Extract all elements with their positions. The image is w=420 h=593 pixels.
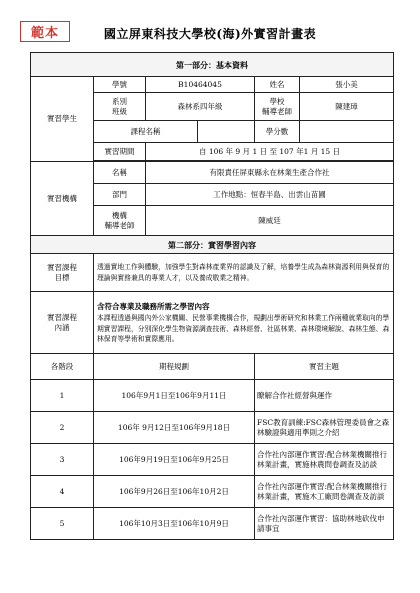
schedule-row (31, 412, 394, 444)
schedule-stage: 3 (31, 444, 94, 476)
course-goal-text: 透過實地工作與體驗，加強學生對森林產業界的認識及了解，培養學生成為森林資源利用與保育的理論與實務兼具的專業人才，以及養成敬業之精神。 (94, 254, 394, 292)
schedule-stage: 5 (31, 508, 94, 540)
period-label: 實習期間 (94, 143, 146, 161)
schedule-row (31, 444, 394, 476)
schedule-topic: 合作社內部運作實習:配合林業機關推行林業計畫，實施林農問卷調查及訪談 (255, 444, 394, 476)
schedule-header-period: 期程規劃 (94, 354, 255, 380)
schedule-period: 106年 9月12日至106年9月18日 (94, 412, 255, 444)
course-content-label: 實習課程 內涵 (31, 292, 94, 354)
course-goal-label: 實習課程 目標 (31, 254, 94, 292)
schedule-stage: 2 (31, 412, 94, 444)
organization-dept-value: 工作地點：恒春半島、出雲山苗圃 (146, 184, 394, 206)
student-name-value: 張小美 (300, 77, 394, 93)
sample-stamp: 範本 (20, 21, 70, 42)
organization-dept-label: 部門 (94, 184, 146, 206)
organization-name-value: 有限責任屏東縣永在林業生產合作社 (146, 162, 394, 184)
student-group-label: 實習學生 (31, 77, 94, 162)
organization-mentor-value: 陳威廷 (146, 206, 394, 236)
student-id-label: 學號 (94, 77, 146, 93)
internship-plan-table (30, 52, 394, 540)
student-dept-value: 森林系四年級 (146, 93, 255, 121)
credits-label: 學分數 (255, 121, 300, 143)
organization-mentor-label: 機構 輔導老師 (94, 206, 146, 236)
schedule-period: 106年9月1日至106年9月11日 (94, 380, 255, 412)
period-value: 自 106 年 9 月 1 日 至 107 年1 月 15 日 (146, 143, 394, 161)
organization-group-label: 實習機構 (31, 162, 94, 236)
school-advisor-value: 陳建璋 (300, 93, 394, 121)
schedule-row (31, 476, 394, 508)
course-name-label: 課程名稱 (94, 121, 198, 143)
student-name-label: 姓名 (255, 77, 300, 93)
course-content-heading: 含符合專業及職務所需之學習內容 (97, 302, 210, 312)
course-name-value (198, 121, 255, 143)
schedule-stage: 1 (31, 380, 94, 412)
schedule-topic: 瞭解合作社經營與運作 (255, 380, 394, 412)
page-title: 國立屏東科技大學校(海)外實習計畫表 (103, 27, 317, 41)
schedule-row (31, 380, 394, 412)
schedule-row (31, 508, 394, 540)
schedule-period: 106年9月19日至106年9月25日 (94, 444, 255, 476)
schedule-period: 106年10月3日至106年10月9日 (94, 508, 255, 540)
credits-value (300, 121, 394, 143)
student-id-value: B10464045 (146, 77, 255, 93)
schedule-header-topic: 實習主題 (255, 354, 394, 380)
student-dept-label: 系別 班級 (94, 93, 146, 121)
schedule-stage: 4 (31, 476, 94, 508)
schedule-topic: 合作社內部運作實習:配合林業機關推行林業計畫，實施木工廠問卷調查及訪談 (255, 476, 394, 508)
schedule-header-stage: 各階段 (31, 354, 94, 380)
course-content-text: 本課程透過與國內外公家機關、民營事業機構合作，規劃出學術研究和林業工作兩種就業取向的學期實習課程，分別深化學生物資源調查技術、森林經營、社區林業、森林環境解說、森林生態、森林保育等學術和實際應用。 (97, 314, 390, 343)
section-basic-info-heading: 第一部分：基本資料 (31, 53, 394, 77)
section-learning-content-heading: 第二部分：實習學習內容 (31, 236, 394, 254)
schedule-topic: 合作社內部運作實習：協助林地砍伐申請事宜 (255, 508, 394, 540)
school-advisor-label: 學校 輔導老師 (255, 93, 300, 121)
organization-name-label: 名稱 (94, 162, 146, 184)
schedule-topic: FSC教育訓練:FSC森林管理委員會之森林驗證與適用準則之介紹 (255, 412, 394, 444)
schedule-period: 106年9月26日至106年10月2日 (94, 476, 255, 508)
